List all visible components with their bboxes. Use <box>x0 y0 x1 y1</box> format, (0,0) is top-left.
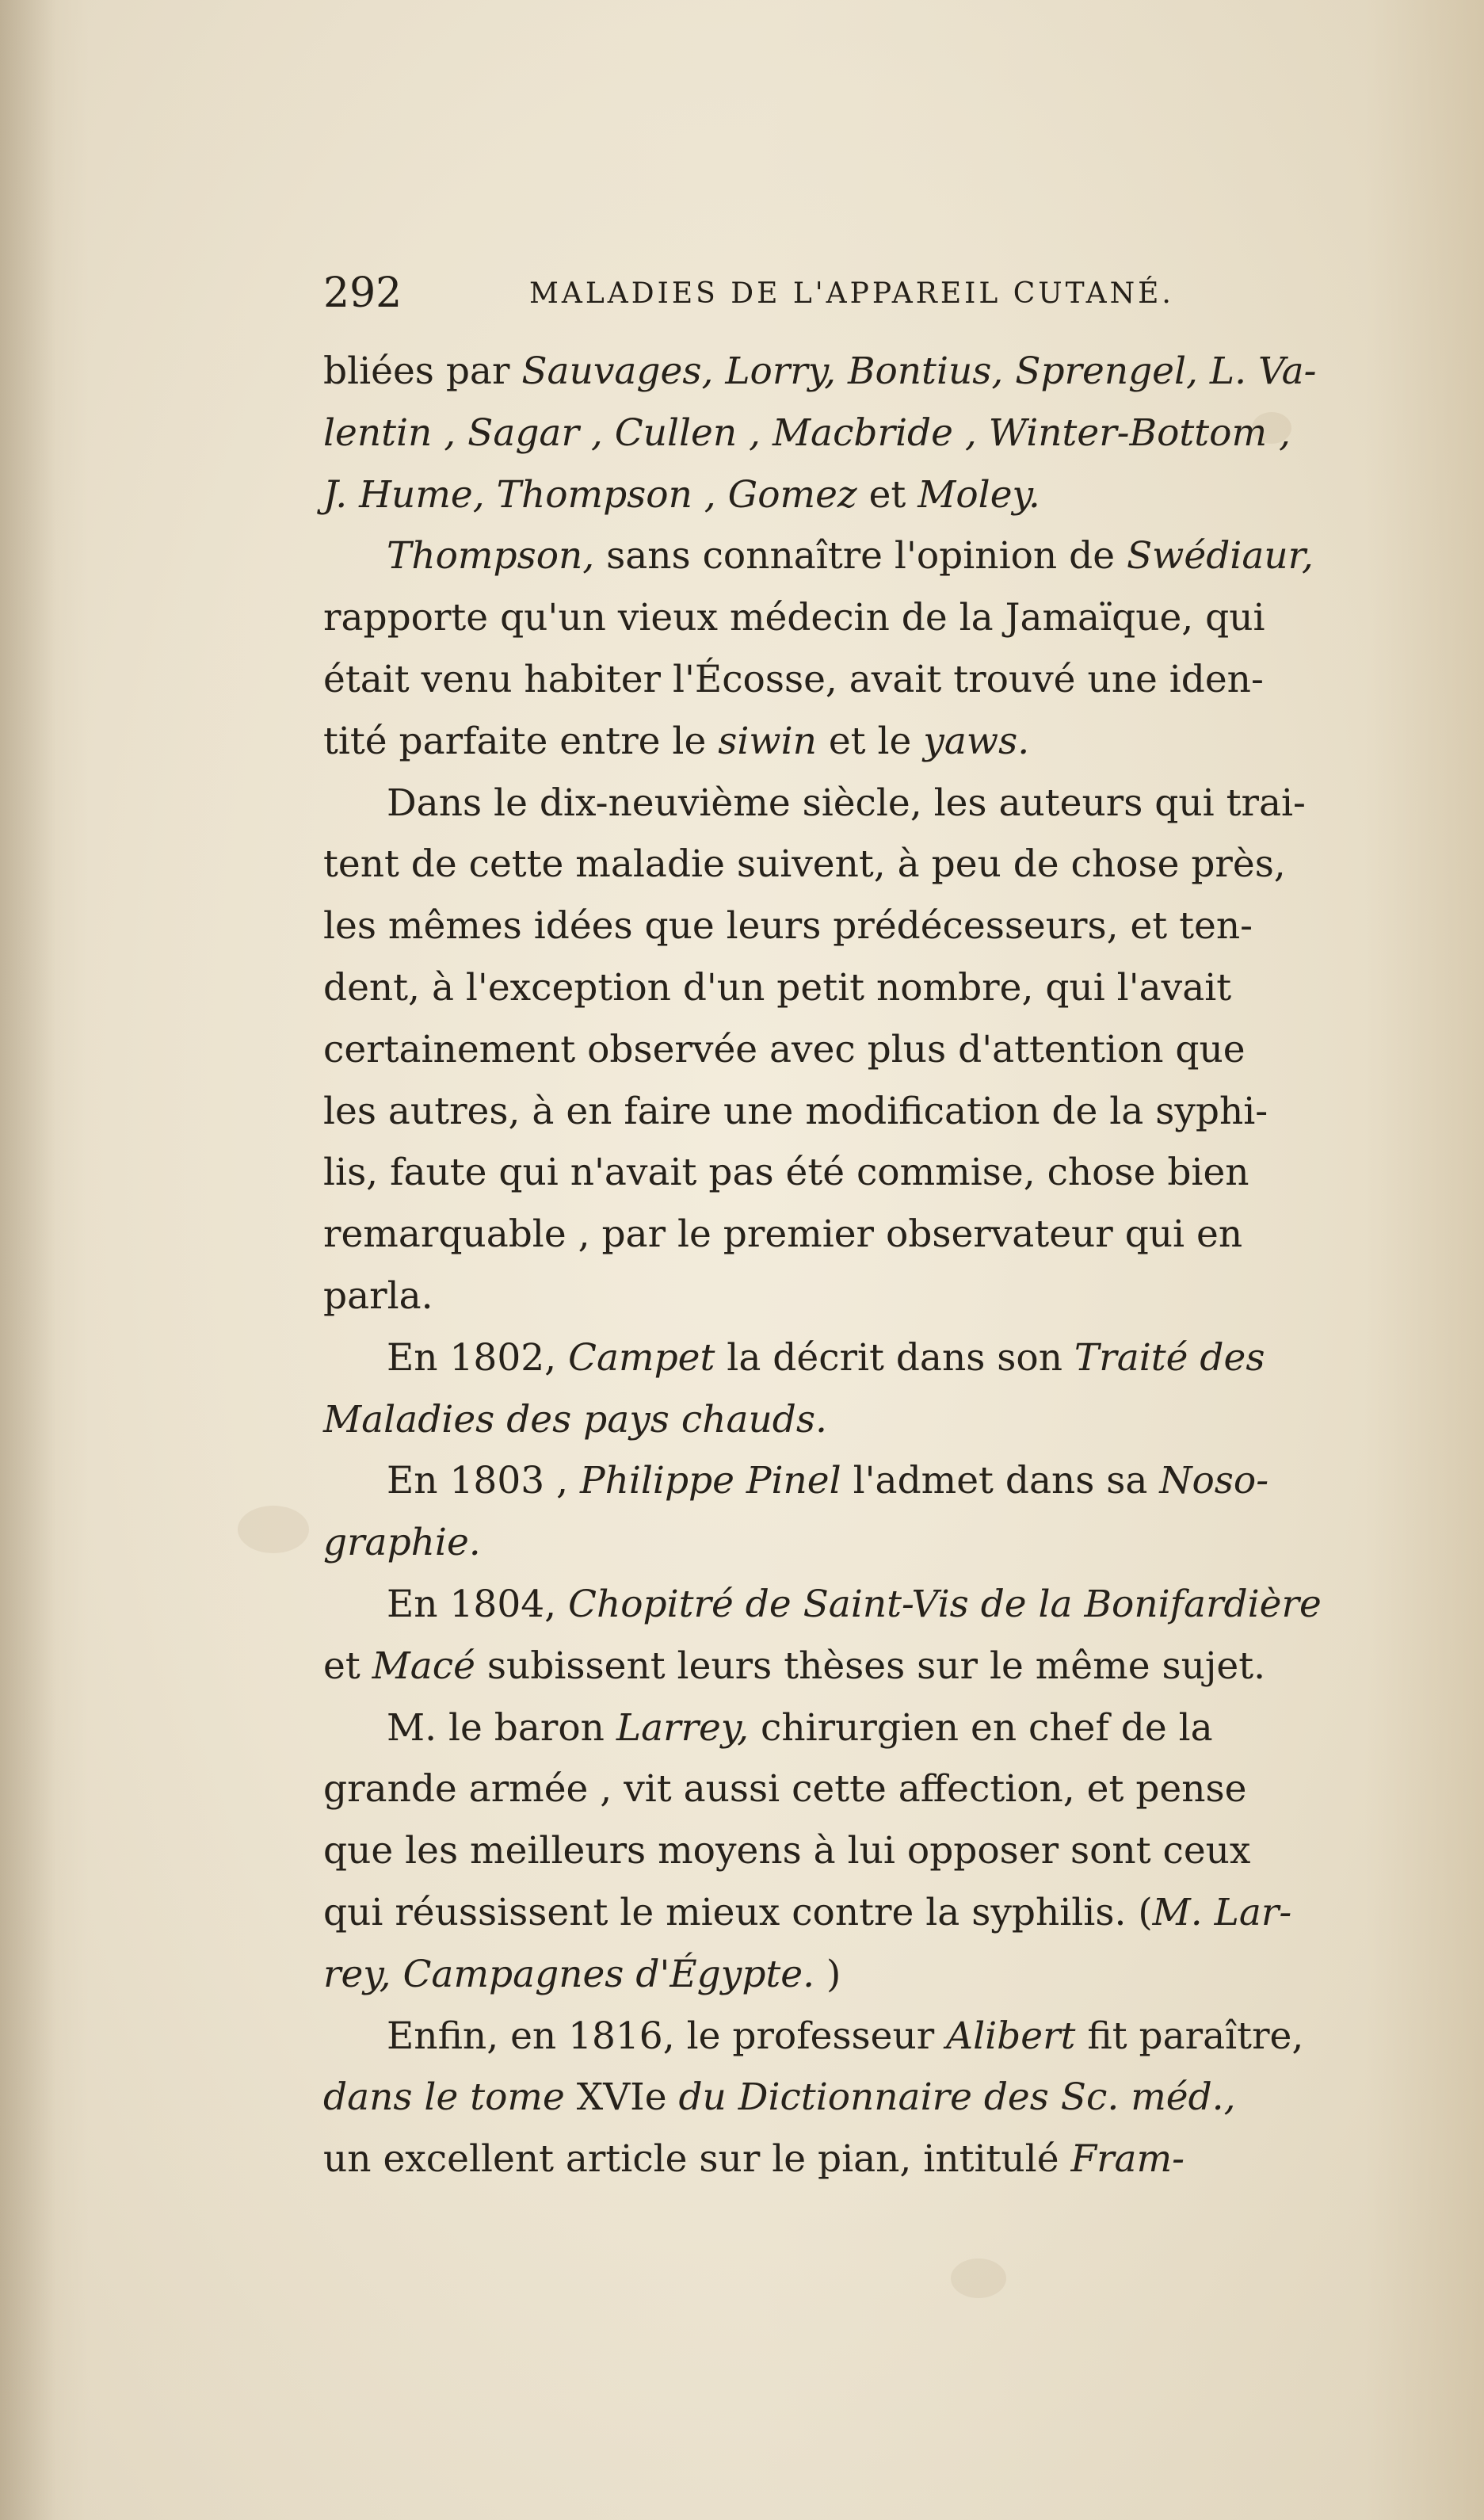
text-segment: un excellent article sur le pian, intitulé <box>323 2137 1071 2182</box>
text-segment: du Dictionnaire des Sc. méd., <box>678 2075 1236 2120</box>
page-header <box>323 262 1203 325</box>
text-segment: En 1803 , <box>387 1459 580 1503</box>
text-segment: Alibert <box>946 2014 1088 2058</box>
text-segment: bliées par <box>323 349 522 393</box>
paper-stain <box>238 1506 309 1553</box>
text-line <box>323 1820 1401 1882</box>
text-segment: Macé <box>372 1644 487 1688</box>
text-segment: M. le baron <box>387 1705 616 1750</box>
text-segment: et <box>868 472 918 517</box>
text-segment: remarquable , par le premier observateur qui en <box>323 1212 1243 1257</box>
text-line <box>323 1944 1401 2006</box>
text-line <box>323 711 1401 773</box>
text-line <box>323 403 1401 464</box>
text-segment: certainement observée avec plus d'attention que <box>323 1027 1246 1071</box>
text-segment: fit paraître, <box>1087 2014 1304 2058</box>
text-line <box>323 525 1401 587</box>
text-segment: l'admet dans sa <box>853 1459 1160 1503</box>
text-segment: Swédiaur, <box>1126 534 1314 578</box>
text-segment: tité parfaite entre le <box>323 719 719 763</box>
text-segment: ) <box>826 1952 841 1996</box>
text-segment: Enfin, en 1816, le professeur <box>387 2014 947 2058</box>
text-line <box>323 1636 1401 1697</box>
text-segment: XVIe <box>576 2075 679 2120</box>
text-segment: dent, à l'exception d'un petit nombre, qui l'avait <box>323 965 1232 1010</box>
text-line <box>323 2129 1401 2190</box>
text-segment: et <box>323 1644 372 1688</box>
text-line <box>323 957 1401 1019</box>
text-segment: graphie. <box>323 1521 481 1565</box>
text-segment: les mêmes idées que leurs prédécesseurs, et ten- <box>323 904 1253 949</box>
text-line <box>323 1266 1401 1327</box>
text-segment: M. Lar- <box>1152 1890 1292 1934</box>
text-line <box>323 1142 1401 1204</box>
text-segment: la décrit dans son <box>727 1335 1074 1380</box>
text-segment: était venu habiter l'Écosse, avait trouvé une iden- <box>323 657 1264 701</box>
page-number: 292 <box>323 269 402 317</box>
text-line <box>323 1389 1401 1451</box>
text-segment: En 1804, <box>387 1582 569 1626</box>
text-segment: qui réussissent le mieux contre la syphilis. ( <box>323 1890 1153 1934</box>
text-segment: rey, Campagnes d'Égypte. <box>323 1952 826 1996</box>
text-segment: parla. <box>323 1273 433 1318</box>
text-line <box>323 773 1401 834</box>
text-segment: et le <box>828 719 924 763</box>
text-line <box>323 1697 1401 1759</box>
text-segment: que les meilleurs moyens à lui opposer sont ceux <box>323 1829 1251 1873</box>
text-segment: Fram- <box>1070 2137 1185 2182</box>
text-line <box>323 587 1401 649</box>
text-segment: Maladies des pays chauds. <box>323 1397 827 1441</box>
body-text <box>323 341 1401 2190</box>
text-line <box>323 1574 1401 1636</box>
text-segment: chirurgien en chef de la <box>761 1705 1213 1750</box>
text-segment: subissent leurs thèses sur le même sujet. <box>486 1644 1266 1688</box>
text-segment: lis, faute qui n'avait pas été commise, chose bien <box>323 1151 1249 1195</box>
text-segment: yaws. <box>923 719 1030 763</box>
text-segment: sans connaître l'opinion de <box>606 534 1127 578</box>
text-segment: J. Hume, Thompson , Gomez <box>323 472 869 517</box>
text-segment: Chopitré de Saint-Vis de la Bonifardière <box>568 1582 1322 1626</box>
text-segment: Moley. <box>917 472 1040 517</box>
text-line <box>323 464 1401 526</box>
text-line <box>323 649 1401 711</box>
text-segment: Noso- <box>1159 1459 1269 1503</box>
text-line <box>323 1758 1401 1820</box>
text-segment: Philippe Pinel <box>579 1459 853 1503</box>
text-segment: lentin , Sagar , Cullen , Macbride , Winter-Bottom , <box>323 410 1291 455</box>
text-segment: Dans le dix-neuvième siècle, les auteurs qui trai- <box>387 781 1306 825</box>
text-segment: Traité des <box>1074 1335 1265 1380</box>
text-segment: siwin <box>718 719 829 763</box>
running-head: MALADIES DE L'APPAREIL CUTANÉ. <box>529 277 1174 310</box>
spine-shadow <box>0 0 55 2520</box>
text-segment: rapporte qu'un vieux médecin de la Jamaïque, qui <box>323 596 1265 640</box>
text-line <box>323 2006 1401 2068</box>
text-line <box>323 1512 1401 1574</box>
text-segment: Larrey, <box>616 1705 761 1750</box>
text-segment: En 1802, <box>387 1335 569 1380</box>
text-segment: grande armée , vit aussi cette affection, et pense <box>323 1767 1247 1812</box>
text-segment: tent de cette maladie suivent, à peu de chose près, <box>323 842 1286 887</box>
text-line <box>323 895 1401 957</box>
paper-stain <box>951 2258 1006 2298</box>
text-line <box>323 1204 1401 1266</box>
text-segment: les autres, à en faire une modification de la syphi- <box>323 1089 1268 1133</box>
text-line <box>323 1081 1401 1143</box>
text-line <box>323 1019 1401 1081</box>
text-segment: Sauvages, Lorry, Bontius, Sprengel, L. Va- <box>521 349 1317 393</box>
text-line <box>323 2067 1401 2129</box>
text-line <box>323 341 1401 403</box>
text-line <box>323 834 1401 895</box>
text-segment: dans le tome <box>323 2075 577 2120</box>
text-segment: Thompson, <box>387 534 607 578</box>
text-line <box>323 1327 1401 1389</box>
text-line <box>323 1450 1401 1512</box>
text-line <box>323 1882 1401 1944</box>
text-segment: Campet <box>568 1335 727 1380</box>
